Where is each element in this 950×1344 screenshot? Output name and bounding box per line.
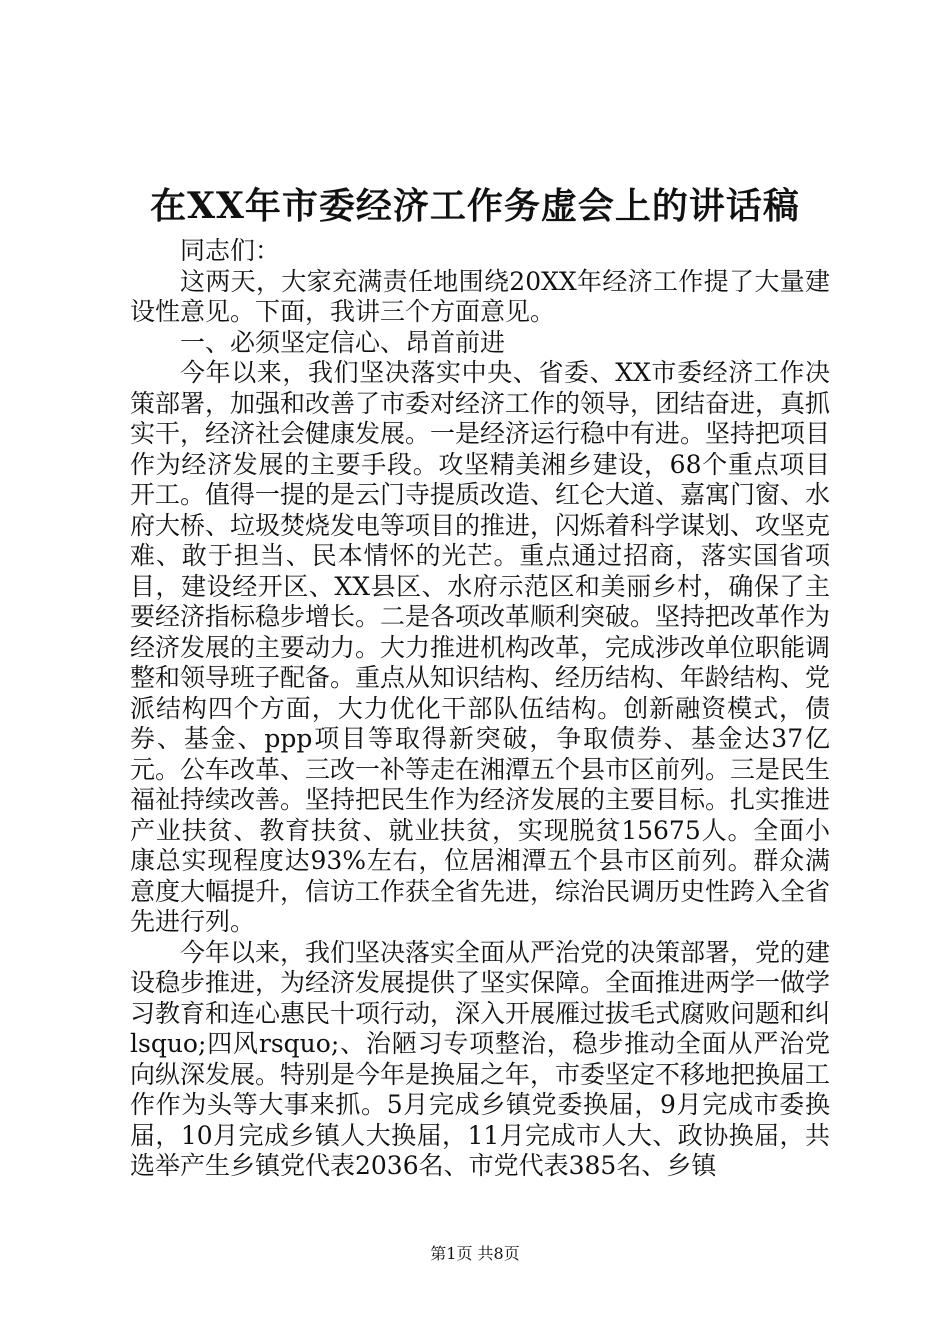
body-paragraph: 今年以来，我们坚决落实中央、省委、XX市委经济工作决策部署，加强和改善了市委对经济工作的领导，团结奋进，真抓实干，经济社会健康发展。一是经济运行稳中有进。坚持把项目作为经济发展的主要手段。攻坚精美湘乡建设，68个重点项目开工。值得一提的是云门寺提质改造、红仑大道、嘉寓门窗、水府大桥、垃圾焚烧发电等项目的推进，闪烁着科学谋划、攻坚克难、敢于担当、民本情怀的光芒。重点通过招商，落实国省项目，建设经开区、XX县区、水府示范区和美丽乡村，确保了主要经济指标稳步增长。二是各项改革顺利突破。坚持把改革作为经济发展的主要动力。大力推进机构改革，完成涉改单位职能调整和领导班子配备。重点从知识结构、经历结构、年龄结构、党派结构四个方面，大力优化干部队伍结构。创新融资模式，债券、基金、ppp项目等取得新突破，争取债券、基金达37亿元。公车改革、三改一补等走在湘潭五个县市区前列。三是民生福祉持续改善。坚持把民生作为经济发展的主要目标。扎实推进产业扶贫、教育扶贫、就业扶贫，实现脱贫15675人。全面小康总实现程度达93%左右，位居湘潭五个县市区前列。群众满意度大幅提升，信访工作获全省先进，综治民调历史性跨入全省先进行列。: [130, 358, 831, 936]
salutation-paragraph: 同志们：: [180, 236, 281, 265]
page-number-footer: 第1页 共8页: [430, 1244, 520, 1263]
body-paragraph: 今年以来，我们坚决落实全面从严治党的决策部署，党的建设稳步推进，为经济发展提供了坚实保障。全面推进两学一做学习教育和连心惠民十项行动，深入开展雁过拔毛式腐败问题和纠lsquo;四风rsquo;、治陋习专项整治，稳步推动全面从严治党向纵深发展。特别是今年是换届之年，市委坚定不移地把换届工作作为头等大事来抓。5月完成乡镇党委换届，9月完成市委换届，10月完成乡镇人大换届，11月完成市人大、政协换届，共选举产生乡镇党代表2036名、市党代表385名、乡镇: [130, 937, 831, 1180]
page-title: 在XX年市委经济工作务虚会上的讲话稿: [150, 185, 800, 227]
intro-paragraph: 这两天，大家充满责任地围绕20XX年经济工作提了大量建设性意见。下面，我讲三个方面意见。: [130, 266, 830, 326]
document-body: [130, 236, 830, 1182]
section-heading: 一、必须坚定信心、昂首前进: [180, 327, 506, 357]
